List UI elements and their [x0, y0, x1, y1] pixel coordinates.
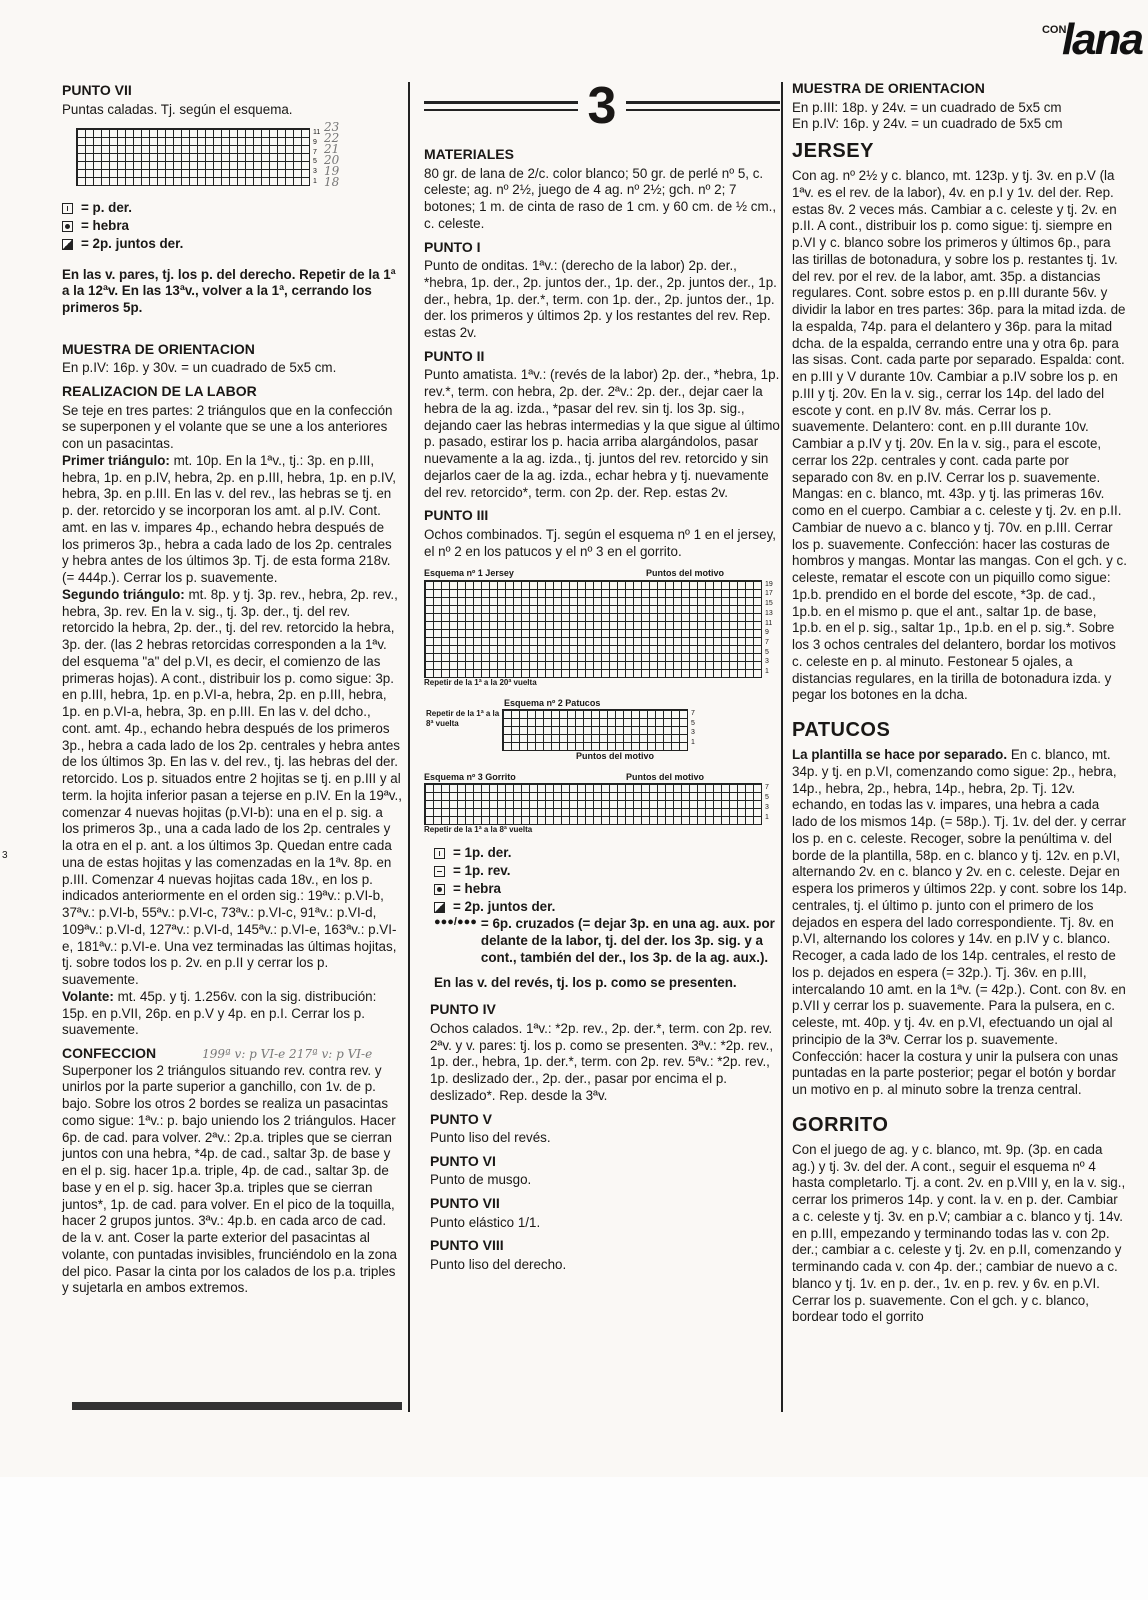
row-number: 5	[691, 719, 695, 727]
legend-text: = 1p. der.	[453, 845, 512, 861]
punto7-grid	[76, 128, 310, 186]
legend-item	[62, 236, 402, 253]
legend-item	[434, 899, 780, 916]
brand-prefix: CON	[1041, 24, 1067, 36]
row-number: 7	[691, 709, 695, 717]
primer-triangulo-text: mt. 10p. En la 1ªv., tj.: 3p. en p.III, hebra, 1p. en p.IV, hebra, 2p. en p.III, hebra, 1p. en p.IV, hebra, 3p. en p.III. En las v. del rev., las hebras se tj. en p. der. retorcido y se incorporan los amt. al p.IV. Cont. amt. en las v. impares 4p., echando hebra después de los primeros 3p., hebra a cada lado de los 2p. centrales y hebra antes de los últimos 3p. Tj. de esta forma 218v. (= 444p.). Cerrar los p. suavemente.	[62, 452, 397, 586]
row-number: 3	[691, 729, 695, 737]
realizacion-heading: REALIZACION DE LA LABOR	[62, 383, 257, 400]
confeccion-text: Superponer los 2 triángulos situando rev. contra rev. y unirlos por la parte superior a ganchillo, con 1v. de p. bajo. Sobre los otros 2 bordes se realiza un pasacintas como sigue: 1ªv.: p. bajo uniendo los 2 triángulos. Hacer 6p. de cad. para volver. 2ªv.: 2p.a. triples que se cierran juntos con una hebra, *4p. de cad., saltar 3p. de base y en el p. sig. hacer 1p.a. triple, 4p. de cad., saltar 3p. de base y en el p. sig. hacer 3p.a. triples que se cierran juntos*, 1p. de cad. para volver. En el pico de la toquilla, hacer 2 grupos juntos. 3ªv.: 4p.b. en cada arco de cad. de la v. ant. Coser la parte exterior del pasacintas al volante, con puntadas invisibles, frunciéndolo en la zona del pico. Pasar la cinta por los calados de los p.a. triples y sujetarla en ambos extremos.	[62, 1062, 397, 1296]
section-number-row	[424, 77, 780, 135]
row-number: 13	[765, 609, 773, 617]
muestra2-line1: En p.III: 18p. y 24v. = un cuadrado de 5x5 cm	[792, 99, 1062, 115]
row-number: 19	[765, 580, 773, 588]
primer-triangulo-label: Primer triángulo:	[62, 452, 170, 468]
primer-triangulo-paragraph	[62, 453, 402, 587]
column-divider-right	[781, 82, 783, 1412]
column-right	[792, 80, 1148, 1332]
row-number: 9	[313, 138, 317, 146]
row-number: 7	[313, 148, 317, 156]
punto2-heading: PUNTO II	[424, 347, 485, 364]
square-dash-icon	[434, 866, 445, 877]
row-number: 11	[765, 619, 773, 627]
esquema2-grid	[502, 709, 688, 751]
esquema2-repeat: Repetir de la 1ª a la 8ª vuelta	[426, 708, 500, 728]
realizacion-intro: Se teje en tres partes: 2 triángulos que en la confección se superponen y el volante que se une a los anteriores con un pasacintas.	[62, 402, 393, 452]
esquema1-title: Esquema nº 1 Jersey	[424, 568, 514, 579]
row-number: 5	[765, 648, 769, 656]
esquema1-row-numbers	[765, 580, 773, 677]
materiales-heading: MATERIALES	[424, 146, 514, 163]
column-left	[62, 82, 402, 1303]
row-number: 1	[765, 813, 769, 821]
punto1-text: Punto de onditas. 1ªv.: (derecho de la labor) 2p. der., *hebra, 1p. der., 2p. juntos der., 1p. der., 2p. juntos der., 1p. der., hebra, 1p. der.*, term. con 1p. der., 2p. juntos der., 1p. der. los primeros y últimos 2p. y los restantes del rev. Rep. estas 2v.	[424, 258, 777, 341]
punto7-legend	[62, 200, 402, 252]
row-number: 15	[765, 600, 773, 608]
row-number: 1	[691, 739, 695, 747]
rule-left	[424, 101, 578, 111]
volante-label: Volante:	[62, 988, 114, 1004]
esquema1-grid	[424, 580, 762, 678]
punto7b-text: Punto elástico 1/1.	[430, 1214, 541, 1230]
muestra2-heading: MUESTRA DE ORIENTACION	[792, 80, 985, 96]
legend-text: = 2p. juntos der.	[453, 898, 556, 914]
rule-right	[626, 101, 780, 111]
punto7-row-numbers	[313, 128, 320, 186]
page-bottom-margin	[0, 1477, 1148, 1600]
section-number: 3	[587, 77, 617, 135]
esquema1-repeat: Repetir de la 1ª a la 20ª vuelta	[424, 677, 537, 687]
row-number: 11	[313, 129, 321, 137]
patucos-label: La plantilla se hace por separado.	[792, 747, 1008, 762]
row-number: 1	[765, 668, 769, 676]
handwritten-number: 18	[324, 175, 340, 190]
patucos-paragraph	[792, 747, 1128, 1099]
legend-item	[434, 916, 780, 966]
legend-text: = hebra	[453, 880, 502, 896]
jersey-heading: JERSEY	[792, 140, 874, 162]
esquema2-row-numbers	[691, 709, 695, 748]
cable-icon: ●●●/●●●	[434, 916, 477, 929]
gorrito-text: Con el juego de ag. y c. blanco, mt. 9p. (3p. en cada ag.) y tj. 3v. del der. A cont., seguir el esquema nº 4 hasta completarlo. Tj. a cont. 2v. en p.VIII y, en la v. sig., cerrar los primeros 14p. y cont. la v. en p. der. Cambiar a c. celeste y tj. 3v. en p.V; cambiar a c. blanco y tj. 14v. en p.III, empezando y terminando todas las v. con 2p. der.; cambiar a c. celeste y tj. 2v. en p.II, comenzando y terminando cada v. con 4p. der.; cambiar de nuevo a c. blanco y tj. 1v. en p. der., 1v. en p. rev. y 6v. en p.VI. Cerrar los p. suavemente. Con el gch. y c. blanco, bordear todo el gorrito	[792, 1141, 1126, 1325]
gorrito-heading: GORRITO	[792, 1113, 889, 1136]
legend-text: = p. der.	[81, 200, 132, 216]
legend-text: = 1p. rev.	[453, 863, 511, 879]
bottom-bar	[72, 1402, 402, 1410]
punto2-text: Punto amatista. 1ªv.: (revés de la labor) 2p. der., *hebra, 1p. rev.*, term. con hebra, 2p. der. 2ªv.: 2p. der., dejar caer la hebra de la ag. izda., *pasar del rev. sin tj. los 3p. sig., dejando caer las hebras intermedias y la que sigue al último p. pasado, estirar los p. hacia arriba alargándolos, pasar nuevamente a la ag. izda., tj. juntos del rev. retorcido y sin dejarlos caer de la ag. izda., echar hebra y tj. nuevamente del rev. retorcido*, term. con 2p. der. Rep. estas 2v.	[424, 367, 780, 500]
legend-item	[62, 218, 402, 235]
esquema3-motivo: Puntos del motivo	[625, 772, 704, 783]
punto7b-heading: PUNTO VII	[430, 1195, 500, 1212]
legend-item	[434, 863, 780, 880]
esquema3-chart	[424, 772, 780, 835]
punto6-text: Punto de musgo.	[430, 1172, 532, 1188]
volante-paragraph	[62, 989, 402, 1039]
esquema3-repeat: Repetir de la 1ª a la 8ª vuelta	[424, 825, 533, 835]
muestra-text: En p.IV: 16p. y 30v. = un cuadrado de 5x5 cm.	[62, 360, 337, 376]
punto7-heading: PUNTO VII	[62, 82, 132, 98]
punto8-heading: PUNTO VIII	[430, 1237, 504, 1254]
handwritten-number: 22	[324, 131, 340, 146]
legend-text: = hebra	[81, 218, 130, 234]
row-number: 1	[313, 177, 317, 185]
punto4-heading: PUNTO IV	[430, 1001, 496, 1018]
materiales-text: 80 gr. de lana de 2/c. color blanco; 50 gr. de perlé nº 5, c. celeste; ag. nº 2½, juego de 4 ag. nº 2½; gch. nº 2; 7 botones; 1 m. de cinta de raso de 1 cm. y 60 cm. de ½ cm., c. celeste.	[424, 165, 777, 231]
row-number: 5	[313, 158, 317, 166]
punto4-text: Ochos calados. 1ªv.: *2p. rev., 2p. der.*, term. con 2p. rev. 2ªv. y v. pares: tj. los p. como se presenten. 3ªv.: *2p. rev., 1p. der., hebra, 1p. der.*, term. con 2p. rev. 5ªv.: *2p. rev., 1p. deslizado der., 2p. der., pasar por encima el p. deslizado*. Rep. desde la 3ªv.	[430, 1020, 774, 1103]
esquema3-grid	[424, 783, 762, 825]
column-divider-left	[408, 82, 410, 1412]
esquema-legend	[434, 845, 780, 966]
muestra2-line2: En p.IV: 16p. y 24v. = un cuadrado de 5x5 cm	[792, 116, 1063, 132]
confeccion-heading: CONFECCION	[62, 1045, 157, 1062]
esquema3-title: Esquema nº 3 Gorrito	[424, 772, 516, 783]
punto3-heading: PUNTO III	[424, 507, 489, 524]
legend-item	[434, 881, 780, 898]
square-dot-icon	[62, 221, 73, 232]
legend-item	[62, 200, 402, 217]
volante-text: mt. 45p. y tj. 1.256v. con la sig. distribución: 15p. en p.VII, 26p. en p.V y 4p. en p.I. Cerrar los p. suavemente.	[62, 988, 377, 1038]
muestra-heading: MUESTRA DE ORIENTACION	[62, 340, 255, 357]
esquema1-chart	[424, 568, 780, 687]
reves-note: En las v. del revés, tj. los p. como se presenten.	[434, 974, 737, 990]
row-number: 7	[765, 638, 769, 646]
handwritten-note: 199ª v: p VI-e 217ª v: p VI-e	[202, 1047, 373, 1062]
esquema1-motivo: Puntos del motivo	[645, 568, 724, 579]
handwritten-number: 23	[324, 120, 340, 135]
segundo-triangulo-paragraph	[62, 587, 402, 989]
esquema2-chart	[426, 698, 780, 763]
legend-text: = 2p. juntos der.	[81, 235, 184, 251]
brand-name: lana	[1061, 15, 1142, 64]
punto7-chart	[76, 120, 402, 190]
handwritten-number: 20	[324, 153, 340, 168]
patucos-heading: PATUCOS	[792, 719, 891, 741]
row-number: 9	[765, 629, 769, 637]
row-number: 3	[313, 168, 317, 176]
legend-item	[434, 845, 780, 862]
punto5-text: Punto liso del revés.	[430, 1130, 551, 1146]
margin-number: 3	[2, 850, 8, 861]
punto7-description: Puntas caladas. Tj. según el esquema.	[62, 101, 293, 117]
handwritten-row-numbers	[324, 122, 339, 188]
patucos-text: En c. blanco, mt. 34p. y tj. en p.VI, comenzando como sigue: 2p., hebra, 14p., hebra, 2p., hebra, 14p., hebra, 2p. Tj. 12v. echando, en todas las v. impares, una hebra a cada lado de los mismos 14p. (= 58p.). Tj. 1v. del der. y cerrar los p. en c. celeste. Recoger, sobre la penúltima v. del borde de la plantilla, 58p. en c. blanco y tj. 12v. en p.VI, alternando 2v. en c. blanco y 2v. en c. celeste. Dejar en espera los primeros y últimos 22p. y cont. sobre los 14p. centrales, tj. el último p. junto con el primero de los dejados en espera del lado correspondiente. Tj. 8v. en p.VI, alternando los colores y 14v. en p.IV y c. blanco. Recoger, a cada lado de los 14p. centrales, el resto de los p. dejados en espera (= 32p.). Tj. 36v. en p.III, intercalando 10 amt. en la 1ªv. (= 42p.). Cont. con 8v. en p.VII y cerrar los p. suavemente. Para la pulsera, en c. celeste, mt. 40p. y tj. 4v. en p.VI, efectuando un ojal al principio de la 3ªv. Cerrar los p. suavemente. Confección: hacer la costura y unir la pulsera con unas puntadas en la parte posterior; pegar el botón y bordar un motivo en p. al minuto sobre la trenza central.	[792, 747, 1127, 1097]
brand-logo	[1041, 15, 1142, 64]
row-number: 5	[765, 794, 769, 802]
punto8-text: Punto liso del derecho.	[430, 1256, 567, 1272]
esquema2-motivo: Puntos del motivo	[576, 750, 655, 761]
square-bar-icon	[62, 203, 73, 214]
square-bar-icon	[434, 848, 445, 859]
esquema3-row-numbers	[765, 783, 769, 822]
handwritten-number: 21	[324, 142, 340, 157]
segundo-triangulo-label: Segundo triángulo:	[62, 586, 185, 602]
row-number: 3	[765, 803, 769, 811]
square-half-icon	[434, 902, 445, 913]
row-number: 3	[765, 658, 769, 666]
jersey-text: Con ag. nº 2½ y c. blanco, mt. 123p. y tj. 3v. en p.V (la 1ªv. es el rev. de la labor), 4v. en p.I y 1v. del der. Rep. estas 8v. 2 veces más. Cambiar a c. celeste y tj. 2v. en p.II. A cont., distribuir los p. como sigue: tj. siempre en p.VI y c. blanco sobre los primeros y últimos 6p., para las tirillas de botonadura, y sobre los p. restantes tj. 1v. del rev. por el rev. de la labor, amt. 35p. a distancias regulares. Cont. sobre estos p. en p.III durante 56v. y dividir la labor en tres partes: 36p. para la mitad izda. de la espalda, 74p. para el delantero y 36p. para la mitad dcha. de la espalda, cerrando entre una y otra 6p. para las sisas. Cont. cada parte por separado. Espalda: cont. en p.III y V durante 10v. Cambiar a p.IV sobre los p. en p.III y tj. 20v. En la v. sig., cerrar los 14p. del lado del escote y cont. en p.IV 8v. más. Cerrar los p. suavemente. Delantero: cont. en p.III durante 10v. Cambiar a p.IV y tj. 20v. En la v. sig., para el escote, cerrar los 22p. centrales y cont. cada parte por separado con 8v. en p.IV. Cerrar los p. suavemente. Mangas: en c. blanco, mt. 43p. y tj. las primeras 16v. como en el cuerpo. Cambiar a c. celeste y tj. 2v. en p.II. Cambiar de nuevo a c. blanco y tj. 70v. en p.III. Cerrar los p. suavemente. Confección: hacer las costuras de hombros y mangas. Montar las mangas. Con el gch. y c. celeste, rematar el escote con un piquillo como sigue: 1p.b. prendido en el borde del escote, *3p. de cad., 1p.b. en el mismo p. que el ant., saltar 1p. de base, 1p.b. en el p. sig., saltar 1p., 1p.b. en el p. sig.*. Sobre los 3 ochos centrales del delantero, bordar los motivos c. celeste en p. al minuto. Festonear 5 ojales, a distancias regulares, en la tirilla de botonadura izda. y pegar los botones en la dcha.	[792, 168, 1127, 703]
legend-text: = 6p. cruzados (= dejar 3p. en una ag. aux. por delante de la labor, tj. del der. los 3p. sig. y a cont., también del der., los 3p. de la ag. aux.).	[480, 916, 775, 965]
segundo-triangulo-text: mt. 8p. y tj. 3p. rev., hebra, 2p. rev., hebra, 3p. rev. En la v. sig., tj. 3p. der., tj. del rev. retorcido la hebra, 2p. der., tj. del rev. retorcido la hebra, 3p. der. (las 2 hebras retorcidas corresponden a la 1ªv. del esquema "a" del p.VI, es decir, el comienzo de las primeras hojas). A cont., distribuir los p. como sigue: 3p. en p.III, hebra, 1p. en p.VI-a, hebra, 2p. en p.III, hebra, 1p. en p.VI-a, hebra, 3p. en p.III. En las v. del dcho., cont. amt. 4p., echando hebra después de los primeros 3p., hebra a cada lado de los 2p. centrales y hebra antes de los últimos 3p. En las v. del rev., tj. las hebras del der. retorcido. Los p. situados entre 2 hojitas se tj. en p.III y al term. la hojita inferior pasan a tejerse en p.IV. En la 19ªv., comenzar 4 nuevas hojitas (p.VI-b): una en el p. sig. a los primeros 3p., una a cada lado de los 2p. centrales y la otra en el p. ant. a los últimos 3p. Quedan entre cada una de estas hojitas y las comenzadas en la 1ªv. 8p. en p.III. Comenzar 4 nuevas hojitas cada 18v., en los p. indicados anteriormente en el orden sig.: 19ªv.: p.VI-b, 37ªv.: p.VI-b, 55ªv.: p.VI-c, 73ªv.: p.VI-c, 91ªv.: p.VI-d, 109ªv.: p.VI-d, 127ªv.: p.VI-d, 145ªv.: p.VI-e, 163ªv.: p.VI-e, 181ªv.: p.VI-e. Una vez terminadas las últimas hojitas, tj. sobre todos los p. 2v. en p.II y cerrar los p. suavemente.	[62, 586, 402, 988]
square-dot-icon	[434, 884, 445, 895]
esquema2-title: Esquema nº 2 Patucos	[504, 697, 601, 708]
square-half-icon	[62, 239, 73, 250]
row-number: 17	[765, 590, 773, 598]
column-center	[424, 77, 780, 1280]
punto3-text: Ochos combinados. Tj. según el esquema nº 1 en el jersey, el nº 2 en los patucos y el nº 3 en el gorrito.	[424, 526, 777, 559]
punto1-heading: PUNTO I	[424, 238, 481, 255]
row-number: 7	[765, 784, 769, 792]
punto5-heading: PUNTO V	[430, 1110, 492, 1127]
handwritten-number: 19	[324, 164, 340, 179]
punto6-heading: PUNTO VI	[430, 1152, 496, 1169]
punto7-note: En las v. pares, tj. los p. del derecho. Repetir de la 1ª a la 12ªv. En las 13ªv., volver a la 1ª, cerrando los primeros 5p.	[62, 266, 396, 316]
